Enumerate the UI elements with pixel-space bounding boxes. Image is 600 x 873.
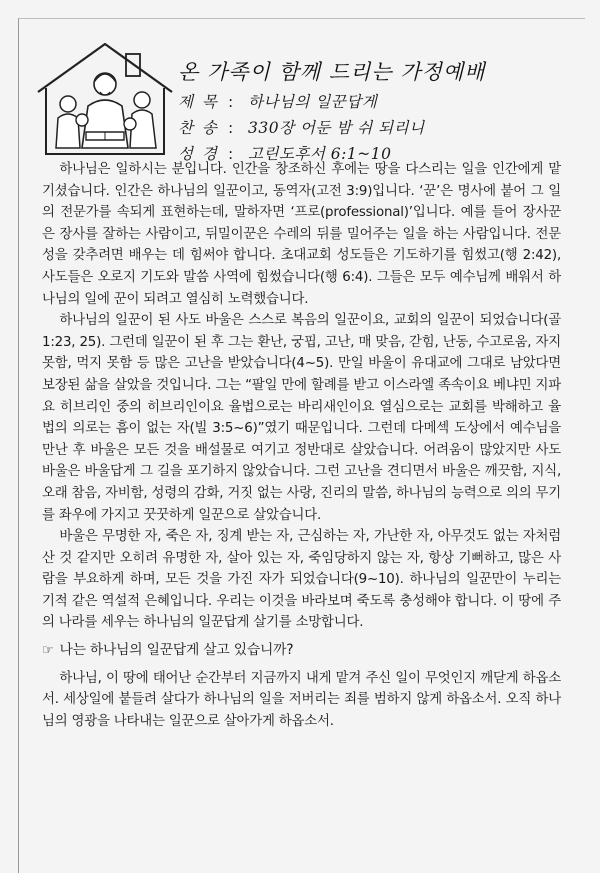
family-worship-illustration: [30, 36, 180, 164]
colon: :: [228, 93, 234, 111]
scripture-label: 성 경: [178, 145, 219, 163]
pointing-hand-icon: ☞: [42, 643, 54, 659]
worship-header: [30, 36, 570, 164]
paragraph: 바울은 무명한 자, 죽은 자, 징계 받는 자, 근심하는 자, 가난한 자, 아무것도 없는 자처럼 산 것 같지만 오히려 유명한 자, 살아 있는 자, 죽임당하지 않는 자, 항상 기뻐하고, 많은 사람을 부요하게 하며, 모든 것을 가진 자가 되었습니다(9~10). 하나님의 일꾼만이 누리는 기적 같은 역설적 은혜입니다. 우리는 이것을 바라보며 죽도록 충성해야 합니다. 이 땅에 주의 나라를 세우는 하나님의 일꾼답게 살기를 소망합니다.: [42, 529, 561, 631]
subject-label: 제 목: [178, 93, 219, 111]
paragraph: 하나님의 일꾼이 된 사도 바울은 스스로 복음의 일꾼이요, 교회의 일꾼이 되었습니다(골 1:23, 25). 그런데 일꾼이 된 후 그는 환난, 궁핍, 고난, 매 맞음, 갇힘, 난동, 수고로움, 자지 못함, 먹지 못함 등 많은 고난을 받았습니다(4~5). 만일 바울이 유대교에 그대로 남았다면 보장된 삶을 살았을 것입니다. 그는 “팔일 만에 할례를 받고 이스라엘 족속이요 베냐민 지파요 히브리인 중의 히브리인이요 율법으로는 바리새인이요 열심으로는 교회를 박해하고 율법의 의로는 흠이 없는 자(빌 3:5~6)”였기 때문입니다. 그런데 다메섹 도상에서 예수님을 만난 후 바울은 모든 것을 배설물로 여기고 정반대로 살았습니다. 어려움이 많았지만 사도 바울은 바울답게 그 길을 포기하지 않았습니다. 그런 고난을 견디면서 바울은 깨끗함, 지식, 오래 참음, 자비함, 성령의 감화, 거짓 없는 사랑, 진리의 말씀, 하나님의 능력으로 의의 무기를 좌우에 가지고 꿋꿋하게 일꾼으로 살았습니다.: [42, 313, 561, 523]
page-title: 온 가족이 함께 드리는 가정예배: [178, 60, 486, 84]
sermon-body: [42, 159, 561, 732]
worship-meta: [178, 90, 425, 168]
hymn-label: 찬 송: [178, 119, 219, 137]
paragraph: 하나님은 일하시는 분입니다. 인간을 창조하신 후에는 땅을 다스리는 일을 인간에게 맡기셨습니다. 인간은 하나님의 일꾼이고, 동역자(고전 3:9)입니다. ‘꾼’은 명사에 붙어 그 일의 전문가를 속되게 표현하는데, 말하자면 ‘프로(professional)’입니다. 예를 들어 장사꾼은 장사를 잘하는 사람이고, 뒤밀이꾼은 수레의 뒤를 밀어주는 일을 하는 사람입니다. 전문성을 갖추려면 배우는 데 힘써야 합니다. 초대교회 성도들은 기도하기를 힘썼고(행 2:42), 사도들은 오로지 기도와 말씀 사역에 힘썼습니다(행 6:4). 그들은 모두 예수님께 배워서 하나님의 일에 꾼이 되려고 열심히 노력했습니다.: [42, 162, 561, 307]
closing-prayer: 하나님, 이 땅에 태어난 순간부터 지금까지 내게 맡겨 주신 일이 무엇인지 깨닫게 하옵소서. 세상일에 붙들려 살다가 하나님의 일을 저버리는 죄를 범하지 않게 하옵소서. 오직 하나님의 영광을 나타내는 일꾼으로 살아가게 하옵소서.: [42, 670, 561, 729]
scripture-value: 고린도후서 6:1~10: [248, 145, 392, 163]
reflection-question: [42, 640, 561, 662]
subject-value: 하나님의 일꾼답게: [248, 93, 378, 111]
meta-row-hymn: [178, 116, 425, 142]
question-text: 나는 하나님의 일꾼답게 살고 있습니까?: [59, 642, 294, 659]
hymn-value: 330장 어둔 밤 쉬 되리니: [248, 119, 425, 137]
meta-row-subject: [178, 90, 425, 116]
colon: :: [228, 145, 234, 163]
colon: :: [228, 119, 234, 137]
